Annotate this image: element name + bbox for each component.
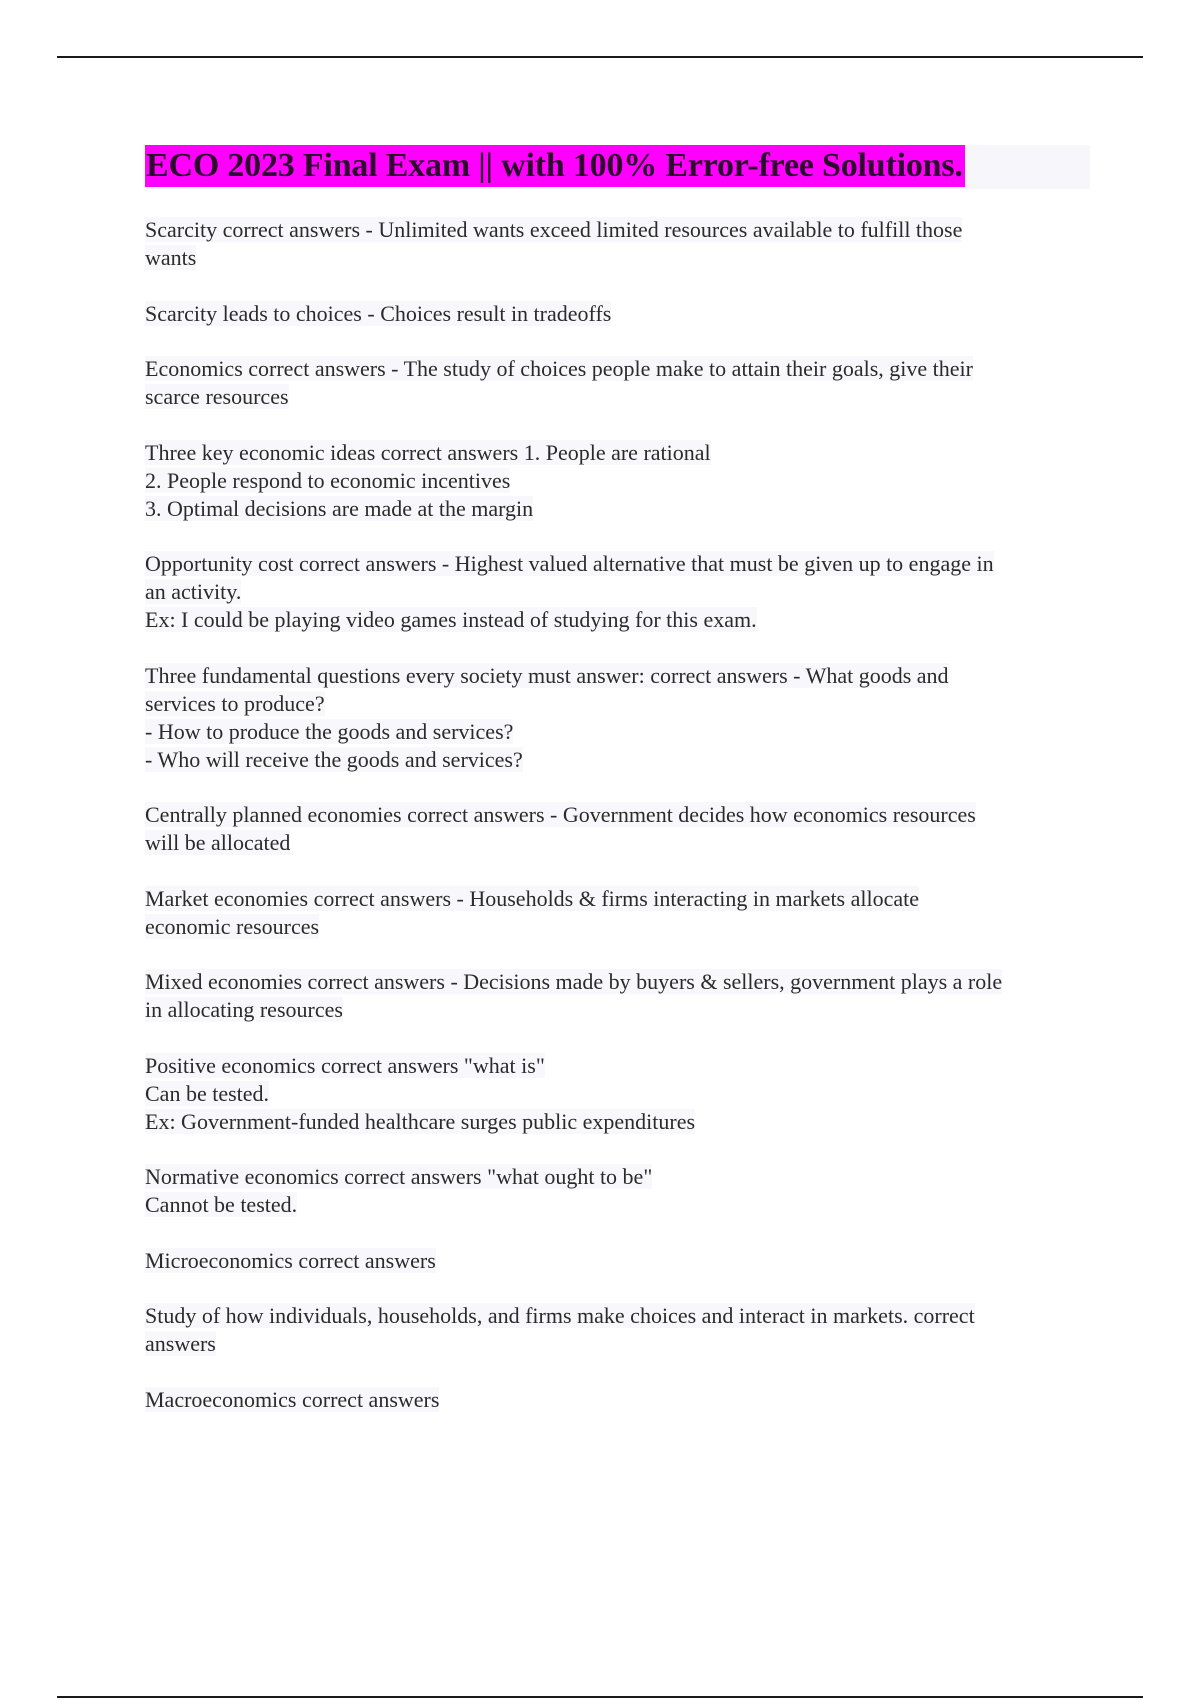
qa-entry-line [145, 1330, 1090, 1358]
document-body [145, 145, 1090, 1441]
qa-entry-line [145, 244, 1090, 272]
qa-entry-text: Microeconomics correct answers [145, 1247, 436, 1273]
qa-entry [145, 300, 1090, 328]
qa-entry-line [145, 467, 1090, 495]
qa-entry-line [145, 913, 1090, 941]
qa-entry-line [145, 885, 1090, 913]
qa-entry-text: answers [145, 1331, 216, 1356]
qa-entry-text: will be allocated [145, 830, 291, 855]
qa-entry-text: 2. People respond to economic incentives [145, 467, 511, 493]
qa-entry-line [145, 1386, 1090, 1414]
qa-entry-text: Economics correct answers - The study of choices people make to attain their goals, give their [145, 356, 973, 381]
top-divider [57, 56, 1143, 58]
qa-entry-line [145, 606, 1090, 634]
qa-entry [145, 1163, 1090, 1219]
qa-entry-text: Ex: I could be playing video games instead of studying for this exam. [145, 607, 757, 632]
document-title: ECO 2023 Final Exam || with 100% Error-free Solutions. [145, 145, 965, 187]
qa-entry [145, 662, 1090, 774]
qa-entry [145, 1386, 1090, 1414]
qa-entry-line [145, 1247, 1090, 1275]
qa-entry-line [145, 578, 1090, 606]
title-row [145, 145, 1090, 189]
qa-entry [145, 550, 1090, 634]
qa-entry-text: Three key economic ideas correct answers 1. People are rational [145, 439, 711, 465]
qa-entry-line [145, 746, 1090, 774]
qa-entry-line [145, 801, 1090, 829]
qa-entry [145, 355, 1090, 411]
qa-entry-text: Mixed economies correct answers - Decisions made by buyers & sellers, government plays a role [145, 969, 1003, 994]
qa-entry-text: economic resources [145, 913, 320, 939]
qa-entry [145, 885, 1090, 941]
qa-entry-line [145, 1108, 1090, 1136]
qa-entry-text: Study of how individuals, households, and firms make choices and interact in markets. correct [145, 1303, 975, 1328]
qa-entry [145, 1247, 1090, 1275]
qa-entry-text: 3. Optimal decisions are made at the margin [145, 495, 534, 521]
qa-entry-line [145, 355, 1090, 383]
qa-entry-text: Cannot be tested. [145, 1192, 298, 1217]
qa-entry-line [145, 1191, 1090, 1219]
qa-entry-text: Positive economics correct answers "what is" [145, 1052, 545, 1078]
qa-entry [145, 968, 1090, 1024]
qa-entry [145, 801, 1090, 857]
qa-entry-line [145, 1080, 1090, 1108]
qa-entry-text: Ex: Government-funded healthcare surges public expenditures [145, 1108, 696, 1134]
qa-entry-text: wants [145, 245, 197, 270]
qa-entry-text: Macroeconomics correct answers [145, 1386, 440, 1412]
qa-entry-line [145, 1163, 1090, 1191]
qa-entry-line [145, 216, 1090, 244]
qa-entry-line [145, 996, 1090, 1024]
qa-entry-text: an activity. [145, 579, 242, 604]
qa-entry-line [145, 1052, 1090, 1080]
qa-entry-text: Market economies correct answers - Households & firms interacting in markets allocate [145, 885, 920, 911]
qa-entry-line [145, 495, 1090, 523]
qa-entry [145, 216, 1090, 272]
qa-entry-line [145, 300, 1090, 328]
qa-entry-text: scarce resources [145, 384, 289, 409]
qa-entry-line [145, 550, 1090, 578]
qa-entry-text: - How to produce the goods and services? [145, 718, 514, 744]
qa-entry-text: Normative economics correct answers "what ought to be" [145, 1164, 653, 1189]
qa-entry [145, 1052, 1090, 1136]
qa-entry [145, 1302, 1090, 1358]
qa-entry-line [145, 690, 1090, 718]
qa-entry-line [145, 383, 1090, 411]
qa-entry [145, 439, 1090, 523]
qa-entry-text: Centrally planned economies correct answers - Government decides how economics resources [145, 802, 976, 827]
qa-entry-line [145, 1302, 1090, 1330]
qa-entry-line [145, 718, 1090, 746]
qa-entry-text: Scarcity leads to choices - Choices result in tradeoffs [145, 300, 612, 326]
qa-entry-line [145, 829, 1090, 857]
qa-entry-text: Opportunity cost correct answers - Highest valued alternative that must be given up to engage in [145, 551, 994, 576]
bottom-divider [57, 1696, 1143, 1698]
qa-entry-text: - Who will receive the goods and services? [145, 746, 523, 772]
qa-entry-text: Scarcity correct answers - Unlimited wants exceed limited resources available to fulfill those [145, 217, 963, 242]
qa-list [145, 216, 1090, 1414]
qa-entry-text: Can be tested. [145, 1080, 270, 1106]
qa-entry-line [145, 439, 1090, 467]
qa-entry-text: services to produce? [145, 690, 325, 716]
qa-entry-text: Three fundamental questions every society must answer: correct answers - What goods and [145, 662, 949, 688]
qa-entry-text: in allocating resources [145, 997, 343, 1022]
qa-entry-line [145, 662, 1090, 690]
qa-entry-line [145, 968, 1090, 996]
